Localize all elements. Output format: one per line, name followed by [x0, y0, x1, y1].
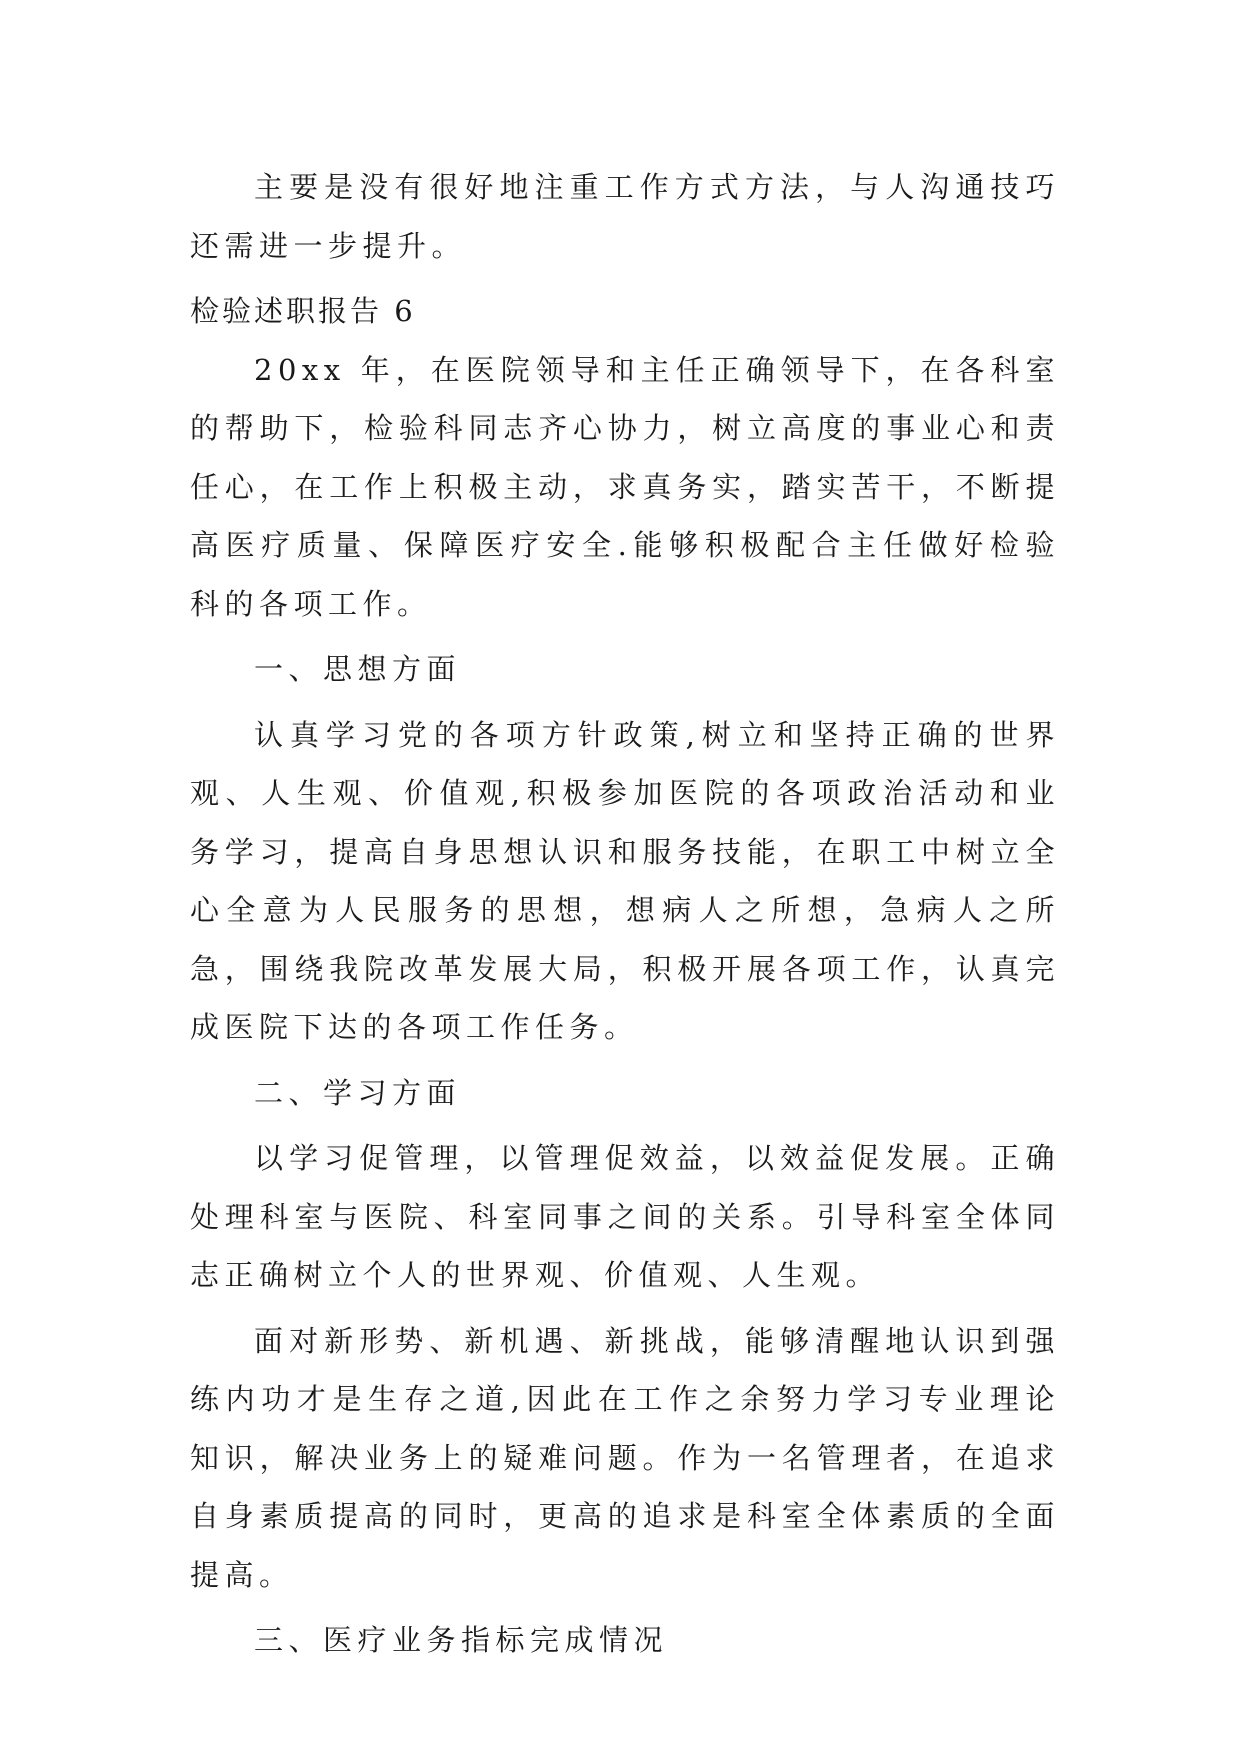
- section-heading-study: 二、学习方面: [254, 1075, 462, 1110]
- paragraph-study-2: 面对新形势、新机遇、新挑战，能够清醒地认识到强练内功才是生存之道,因此在工作之余努力学习专业理论知识，解决业务上的疑难问题。作为一名管理者，在追求自身素质提高的同时，更高的追求是科室全体素质的全面提高。: [190, 1323, 1060, 1592]
- paragraph-study-1: 以学习促管理，以管理促效益，以效益促发展。正确处理科室与医院、科室同事之间的关系。引导科室全体同志正确树立个人的世界观、价值观、人生观。: [190, 1141, 1060, 1292]
- document-body: [190, 158, 1060, 1670]
- section-heading-indicators: 三、医疗业务指标完成情况: [254, 1623, 669, 1657]
- report-title: 检验述职报告 6: [190, 294, 416, 328]
- section-heading-thought: 一、思想方面: [254, 652, 462, 686]
- paragraph-overview: 20xx 年，在医院领导和主任正确领导下，在各科室的帮助下，检验科同志齐心协力，树立高度的事业心和责任心，在工作上积极主动，求真务实，踏实苦干，不断提高医疗质量、保障医疗安全.能够积极配合主任做好检验科的各项工作。: [190, 352, 1060, 621]
- paragraph-thought: 认真学习党的各项方针政策,树立和坚持正确的世界观、人生观、价值观,积极参加医院的各项政治活动和业务学习，提高自身思想认识和服务技能，在职工中树立全心全意为人民服务的思想，想病人之所想，急病人之所急，围绕我院改革发展大局，积极开展各项工作，认真完成医院下达的各项工作任务。: [190, 717, 1060, 1044]
- paragraph-intro-tail: 主要是没有很好地注重工作方式方法，与人沟通技巧还需进一步提升。: [190, 170, 1060, 263]
